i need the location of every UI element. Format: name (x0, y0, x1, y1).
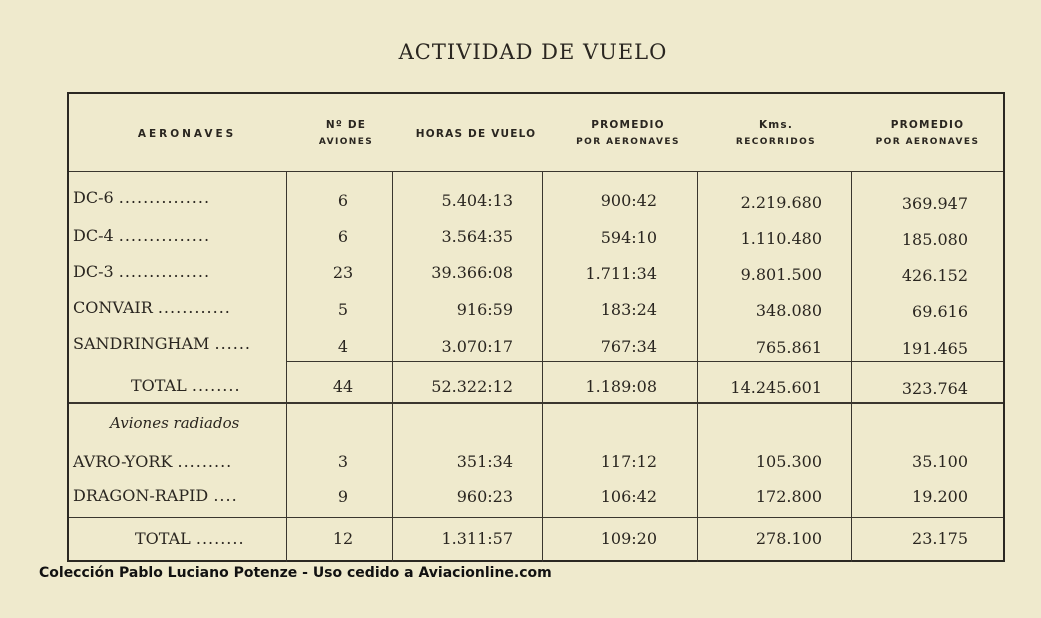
section-divider (69, 402, 1003, 404)
row-num: 23 (332, 263, 354, 282)
row-name: DC-3 ............... (73, 262, 211, 281)
total-label: TOTAL ........ (135, 529, 245, 548)
row-num: 9 (337, 487, 349, 506)
total-prom-kms: 23.175 (912, 529, 968, 548)
row-kms: 1.110.480 (740, 229, 822, 248)
page-title: ACTIVIDAD DE VUELO (398, 40, 668, 64)
row-horas: 3.070:17 (441, 337, 513, 356)
total-label: TOTAL ........ (131, 376, 241, 395)
row-num: 4 (337, 337, 349, 356)
row-num: 3 (337, 452, 349, 471)
header-promedio-kms (855, 112, 1000, 156)
row-horas: 39.366:08 (431, 263, 513, 282)
header-prom2-line2: POR AERONAVES (875, 137, 980, 147)
row-kms: 765.861 (755, 338, 822, 357)
total-rule-top (286, 361, 1003, 362)
row-kms: 348.080 (755, 301, 822, 320)
total-rule-top (69, 517, 1003, 518)
header-num-aviones (304, 112, 388, 156)
column-divider (697, 172, 698, 562)
row-name: DRAGON-RAPID .... (73, 486, 238, 505)
row-prom-kms: 191.465 (901, 339, 968, 358)
header-prom1-line2: POR AERONAVES (576, 137, 680, 147)
total-kms: 278.100 (755, 529, 822, 548)
row-kms: 2.219.680 (740, 193, 822, 212)
total-horas: 1.311:57 (441, 529, 513, 548)
row-prom-horas: 594:10 (600, 228, 657, 247)
row-prom-horas: 767:34 (600, 337, 657, 356)
row-prom-horas: 117:12 (600, 452, 657, 471)
header-num-line2: AVIONES (318, 137, 374, 147)
row-name: DC-4 ............... (73, 226, 211, 245)
total-prom-horas: 109:20 (600, 529, 657, 548)
total-num: 12 (332, 529, 354, 548)
row-num: 6 (337, 191, 349, 210)
row-num: 5 (337, 300, 349, 319)
row-prom-horas: 900:42 (600, 191, 657, 210)
row-prom-kms: 19.200 (912, 487, 968, 506)
header-divider (69, 171, 1003, 172)
total-prom-horas: 1.189:08 (585, 377, 657, 396)
row-kms: 172.800 (755, 487, 822, 506)
total-num: 44 (332, 377, 354, 396)
column-divider (392, 172, 393, 562)
subsection-heading: Aviones radiados (110, 414, 240, 432)
row-prom-kms: 35.100 (912, 452, 968, 471)
header-kms (706, 112, 846, 156)
row-horas: 960:23 (456, 487, 513, 506)
header-num-line1: Nº DE (325, 119, 367, 131)
total-horas: 52.322:12 (431, 377, 513, 396)
header-aeronaves (72, 112, 302, 156)
total-kms: 14.245.601 (730, 378, 822, 397)
row-kms: 9.801.500 (740, 265, 822, 284)
row-num: 6 (337, 227, 349, 246)
row-prom-kms: 369.947 (901, 194, 968, 213)
row-prom-kms: 426.152 (901, 266, 968, 285)
total-prom-kms: 323.764 (901, 379, 968, 398)
column-divider (286, 172, 287, 562)
row-prom-horas: 1.711:34 (585, 264, 657, 283)
row-horas: 351:34 (456, 452, 513, 471)
row-name: CONVAIR ............ (73, 298, 231, 317)
row-horas: 5.404:13 (441, 191, 513, 210)
row-name: DC-6 ............... (73, 188, 211, 207)
row-horas: 3.564:35 (441, 227, 513, 246)
header-kms-line1: Kms. (758, 119, 794, 131)
header-horas-label: HORAS DE VUELO (415, 127, 537, 140)
footer-credit: Colección Pablo Luciano Potenze - Uso cedido a Aviacionline.com (39, 565, 552, 581)
row-name: SANDRINGHAM ...... (73, 334, 251, 353)
row-prom-horas: 183:24 (600, 300, 657, 319)
header-prom2-line1: PROMEDIO (890, 119, 965, 131)
row-horas: 916:59 (456, 300, 513, 319)
header-prom1-line1: PROMEDIO (591, 119, 665, 131)
row-prom-kms: 185.080 (901, 230, 968, 249)
row-kms: 105.300 (755, 452, 822, 471)
header-aeronaves-label: AERONAVES (137, 127, 237, 140)
row-name: AVRO-YORK ......... (73, 452, 233, 471)
row-prom-kms: 69.616 (912, 302, 968, 321)
column-divider (542, 172, 543, 562)
header-horas (396, 112, 556, 156)
row-prom-horas: 106:42 (600, 487, 657, 506)
header-promedio-horas (556, 112, 700, 156)
header-kms-line2: RECORRIDOS (735, 137, 817, 147)
